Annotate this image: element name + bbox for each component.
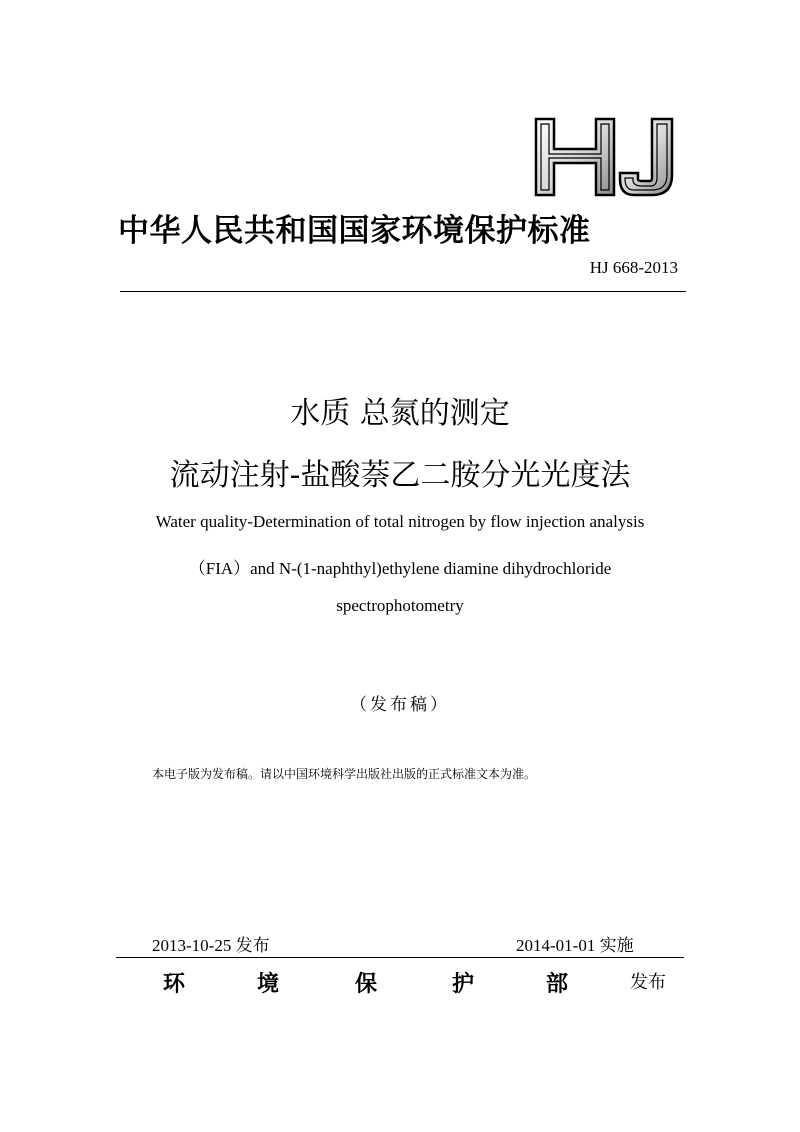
agency-title: 中华人民共和国国家环境保护标准 — [118, 213, 591, 249]
issuer-char: 环 — [163, 972, 186, 997]
title-en-line1: Water quality-Determination of total nitrogen by flow injection analysis — [155, 512, 645, 531]
header-rule — [120, 291, 686, 292]
title-en-line3: spectrophotometry — [336, 596, 464, 615]
implementation-date: 2014-01-01 实施 — [516, 936, 634, 955]
footer-rule — [116, 957, 684, 958]
title-en-line2: （FIA）and N-(1-naphthyl)ethylene diamine dihydrochloride — [188, 559, 612, 578]
issuer-char: 护 — [452, 972, 475, 997]
issuer-char: 境 — [257, 972, 280, 997]
title-cn-line1: 水质 总氮的测定 — [290, 396, 510, 431]
issuer-char: 部 — [546, 972, 569, 997]
issuer-char: 保 — [355, 972, 378, 997]
issuer-suffix: 发布 — [630, 972, 666, 993]
electronic-version-notice: 本电子版为发布稿。请以中国环境科学出版社出版的正式标准文本为准。 — [152, 767, 537, 781]
standard-number: HJ 668-2013 — [589, 258, 678, 277]
hj-logo — [534, 117, 676, 197]
draft-label: （发布稿） — [350, 695, 450, 715]
issue-date: 2013-10-25 发布 — [152, 936, 270, 955]
title-cn-line2: 流动注射-盐酸萘乙二胺分光光度法 — [169, 458, 631, 493]
